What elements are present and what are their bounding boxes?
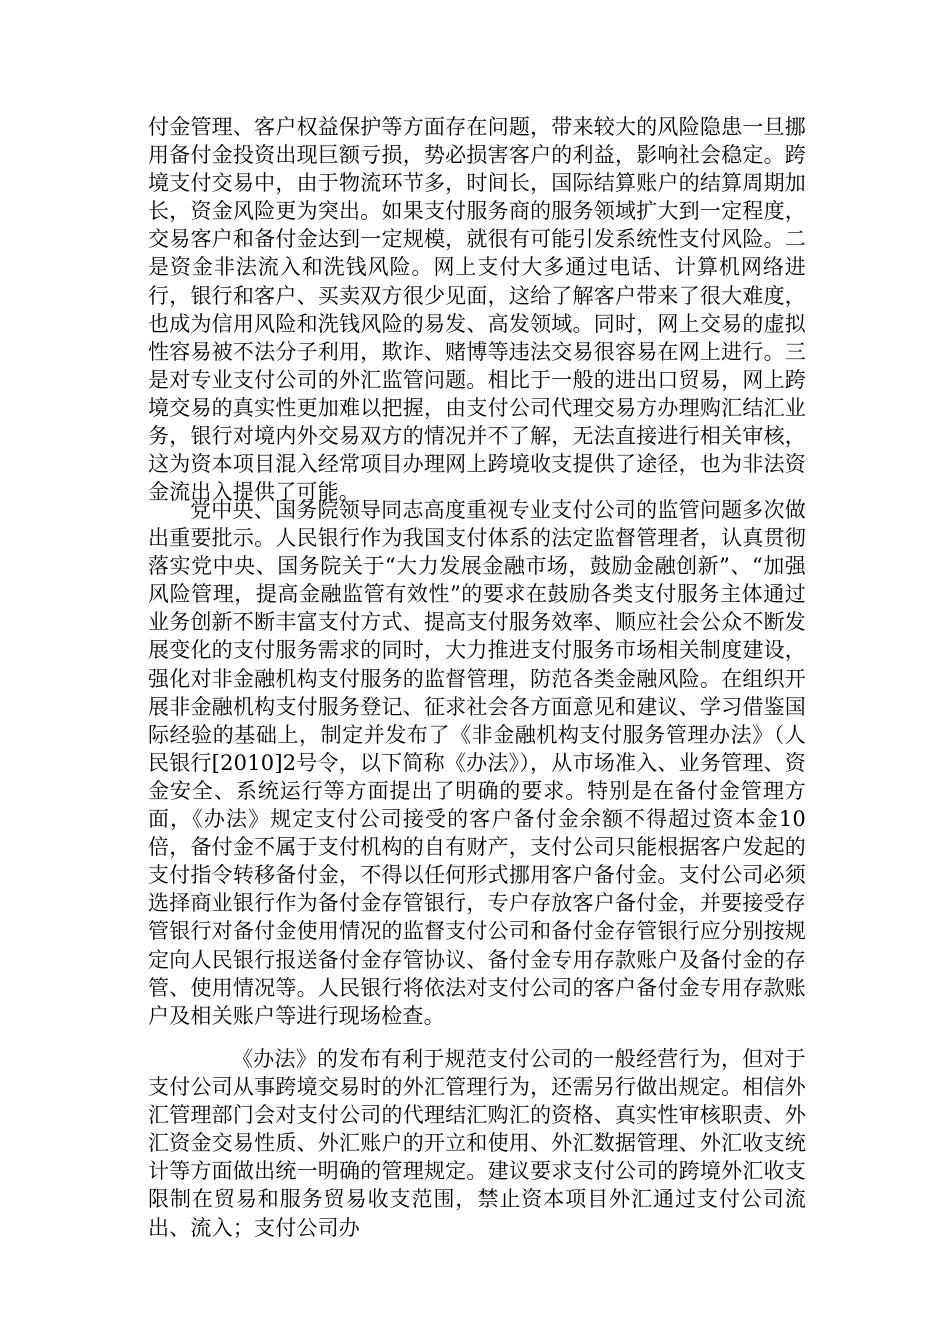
paragraph-2: 党中央、国务院领导同志高度重视专业支付公司的监管问题多次做出重要批示。人民银行作为我国支付体系的法定监督管理者，认真贯彻落实党中央、国务院关于“大力发展金融市场，鼓励金融创新”、“加强风险管理，提高金融监管有效性”的要求在鼓励各类支付服务主体通过业务创新不断丰富支付方式、提高支付服务效率、顺应社会公众不断发展变化的支付服务需求的同时，大力推进支付服务市场相关制度建设，强化对非金融机构支付服务的监督管理，防范各类金融风险。在组织开展非金融机构支付服务登记、征求社会各方面意见和建议、学习借鉴国际经验的基础上，制定并发布了《非金融机构支付服务管理办法》（人民银行[2010]2号令，以下简称《办法》），从市场准入、业务管理、资金安全、系统运行等方面提出了明确的要求。特别是在备付金管理方面，《办法》规定支付公司接受的客户备付金余额不得超过资本金10倍，备付金不属于支付机构的自有财产，支付公司只能根据客户发起的支付指令转移备付金，不得以任何形式挪用客户备付金。支付公司必须选择商业银行作为备付金存管银行，专户存放客户备付金，并要接受存管银行对备付金使用情况的监督支付公司和备付金存管银行应分别按规定向人民银行报送备付金存管协议、备付金专用存款账户及备付金的存管、使用情况等。人民银行将依法对支付公司的客户备付金专用存款账户及相关账户等进行现场检查。 [148,498,806,1028]
paragraph-3: 《办法》的发布有利于规范支付公司的一般经营行为，但对于支付公司从事跨境交易时的外汇管理行为，还需另行做出规定。相信外汇管理部门会对支付公司的代理结汇购汇的资格、真实性审核职责、外汇资金交易性质、外汇账户的开立和使用、外汇数据管理、外汇收支统计等方面做出统一明确的管理规定。建议要求支付公司的跨境外汇收支限制在贸易和服务贸易收支范围，禁止资本项目外汇通过支付公司流出、流入；支付公司办 [148,1047,806,1240]
paragraph-1: 付金管理、客户权益保护等方面存在问题，带来较大的风险隐患一旦挪用备付金投资出现巨额亏损，势必损害客户的利益，影响社会稳定。跨境支付交易中，由于物流环节多，时间长，国际结算账户的结算周期加长，资金风险更为突出。如果支付服务商的服务领域扩大到一定程度，交易客户和备付金达到一定规模，就很有可能引发系统性支付风险。二是资金非法流入和洗钱风险。网上支付大多通过电话、计算机网络进行，银行和客户、买卖双方很少见面，这给了解客户带来了很大难度，也成为信用风险和洗钱风险的易发、高发领域。同时，网上交易的虚拟性容易被不法分子利用，欺诈、赌博等违法交易很容易在网上进行。三是对专业支付公司的外汇监管问题。相比于一般的进出口贸易，网上跨境交易的真实性更加难以把握，由支付公司代理交易方办理购汇结汇业务，银行对境内外交易双方的情况并不了解，无法直接进行相关审核，这为资本项目混入经常项目办理网上跨境收支提供了途径，也为非法资金流出入提供了可能。 [148,115,806,505]
